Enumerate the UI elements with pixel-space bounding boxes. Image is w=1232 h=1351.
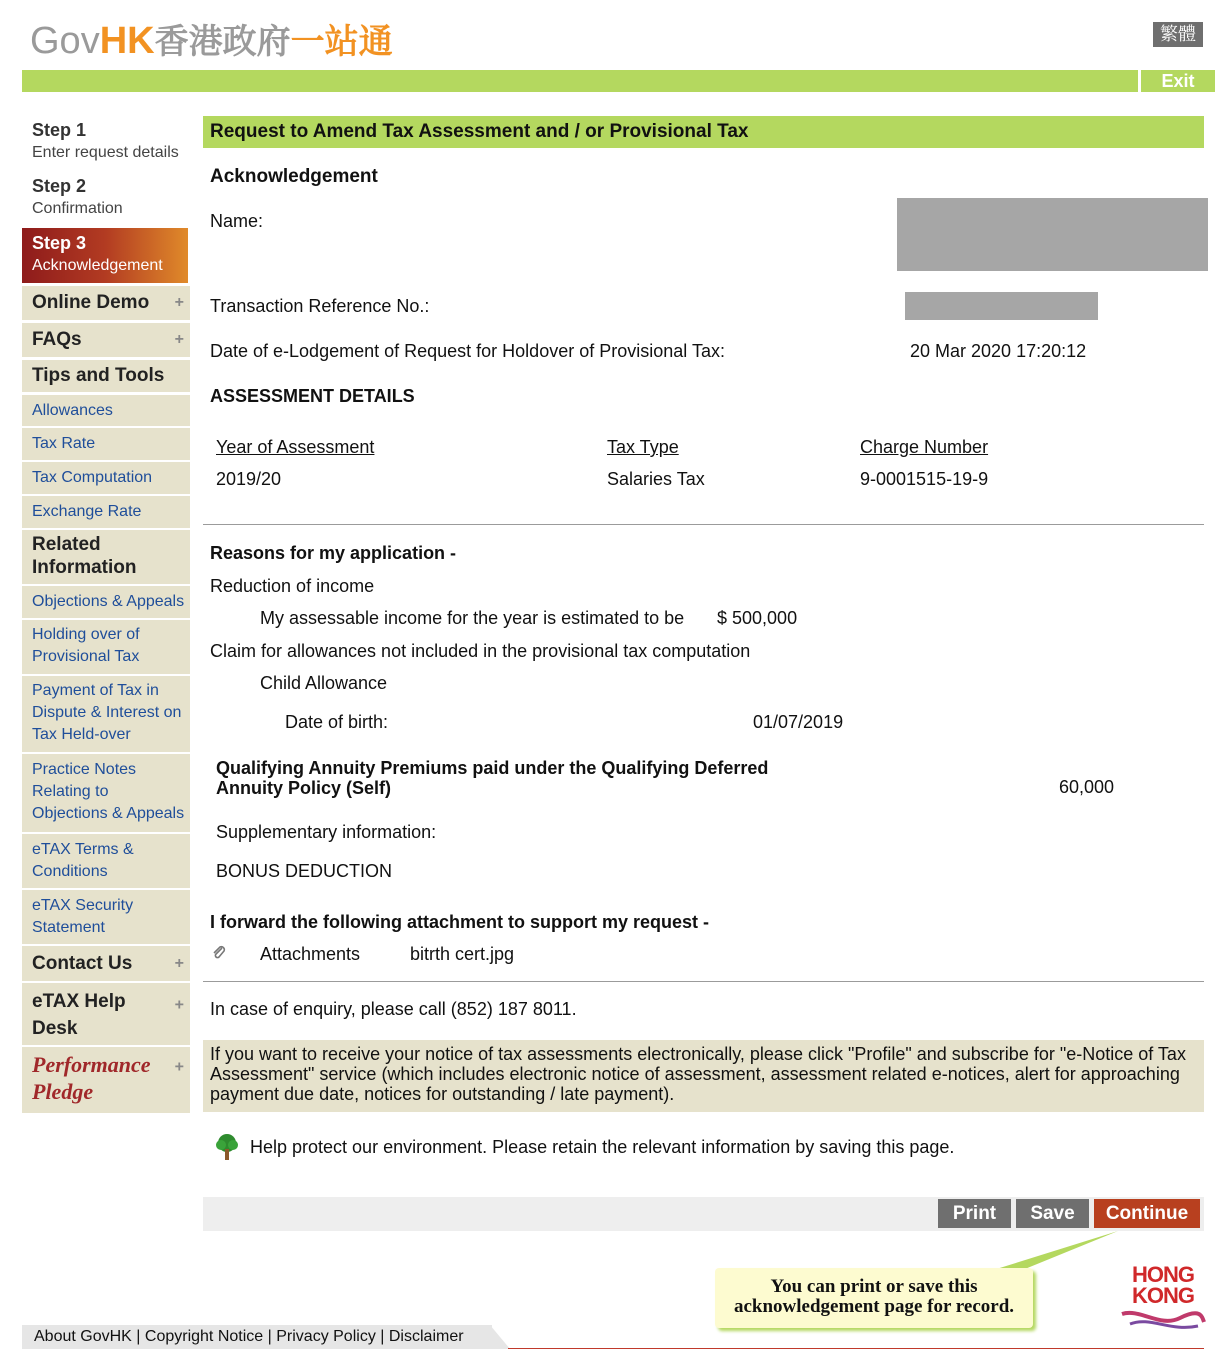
nav-terms-line2: Conditions bbox=[32, 863, 108, 880]
tip-line2: acknowledgement page for record. bbox=[733, 1296, 1015, 1317]
pledge-line2: Pledge bbox=[32, 1079, 94, 1104]
name-value-redacted bbox=[897, 198, 1208, 271]
nav-contact-us[interactable] bbox=[22, 946, 190, 983]
nav-tips-tools-heading: Tips and Tools bbox=[22, 360, 190, 394]
nav-helpdesk-line2: Desk bbox=[32, 1018, 78, 1039]
divider bbox=[203, 524, 1204, 525]
assessable-income-value: $ 500,000 bbox=[717, 608, 798, 628]
nav-etax-security[interactable] bbox=[22, 890, 190, 946]
nav-practice-line2: Relating to bbox=[32, 783, 109, 800]
nav-security-line1: eTAX Security bbox=[32, 897, 134, 914]
step-3-current bbox=[22, 228, 188, 283]
attachments-label: Attachments bbox=[260, 944, 361, 964]
footer-separator: | bbox=[136, 1328, 141, 1345]
step-1 bbox=[22, 120, 188, 162]
expand-icon: + bbox=[174, 996, 184, 1014]
footer-red-line bbox=[508, 1348, 1204, 1349]
paperclip-icon bbox=[211, 945, 227, 961]
nav-exchange-rate[interactable]: Exchange Rate bbox=[22, 496, 190, 530]
assessment-details-heading: ASSESSMENT DETAILS bbox=[210, 386, 415, 406]
nav-helpdesk-line1: eTAX Help bbox=[32, 991, 126, 1012]
dob-label: Date of birth: bbox=[285, 712, 389, 732]
step-3-subtitle: Acknowledgement bbox=[32, 257, 163, 274]
divider bbox=[203, 981, 1204, 982]
cell-year: 2019/20 bbox=[216, 469, 282, 489]
acknowledgement-heading: Acknowledgement bbox=[210, 166, 378, 187]
claim-allowances: Claim for allowances not included in the provisional tax computation bbox=[210, 641, 751, 661]
footer-links bbox=[22, 1325, 492, 1349]
attachment-file-link[interactable]: bitrth cert.jpg bbox=[410, 944, 515, 964]
nav-security-line2: Statement bbox=[32, 919, 105, 936]
nav-practice-line3: Objections & Appeals bbox=[32, 805, 185, 822]
reasons-heading: Reasons for my application - bbox=[210, 543, 457, 563]
top-banner bbox=[22, 70, 1138, 92]
print-save-tip bbox=[715, 1268, 1033, 1328]
nav-holding-over-line1: Holding over of bbox=[32, 626, 140, 643]
nav-payment-dispute[interactable] bbox=[22, 676, 190, 754]
child-allowance: Child Allowance bbox=[260, 673, 388, 693]
nav-etax-help-desk[interactable] bbox=[22, 983, 190, 1047]
assessable-income-label: My assessable income for the year is estimated to be bbox=[260, 608, 685, 628]
transaction-ref-redacted bbox=[905, 292, 1098, 320]
nav-allowances[interactable]: Allowances bbox=[22, 395, 190, 428]
nav-related-line2: Information bbox=[32, 557, 137, 578]
print-button[interactable]: Print bbox=[938, 1199, 1011, 1228]
logo-hk: HK bbox=[99, 20, 155, 62]
annuity-value: 60,000 bbox=[1059, 777, 1115, 797]
nav-faqs-label: FAQs bbox=[32, 329, 82, 350]
expand-icon: + bbox=[174, 331, 184, 348]
nav-holding-over[interactable] bbox=[22, 620, 190, 676]
nav-online-demo[interactable] bbox=[22, 286, 190, 322]
save-button[interactable]: Save bbox=[1016, 1199, 1089, 1228]
nav-online-demo-label: Online Demo bbox=[32, 292, 150, 313]
nav-practice-line1: Practice Notes bbox=[32, 761, 137, 778]
name-label: Name: bbox=[210, 211, 264, 231]
footer-about-link[interactable]: About GovHK bbox=[34, 1328, 132, 1345]
dob-value: 01/07/2019 bbox=[753, 712, 844, 732]
nav-objections-appeals[interactable]: Objections & Appeals bbox=[22, 586, 190, 620]
cell-tax-type: Salaries Tax bbox=[607, 469, 705, 489]
nav-faqs[interactable] bbox=[22, 323, 190, 359]
exit-button[interactable]: Exit bbox=[1141, 70, 1215, 92]
tip-line1: You can print or save this bbox=[770, 1276, 978, 1297]
nav-terms-line1: eTAX Terms & bbox=[32, 841, 134, 858]
nav-payment-line3: Tax Held-over bbox=[32, 726, 131, 743]
lodgement-date-value: 20 Mar 2020 17:20:12 bbox=[910, 341, 1087, 361]
col-year-of-assessment: Year of Assessment bbox=[216, 437, 375, 457]
annuity-label bbox=[216, 758, 768, 798]
attachment-heading: I forward the following attachment to support my request - bbox=[210, 912, 710, 932]
nav-holding-over-line2: Provisional Tax bbox=[32, 648, 140, 665]
brand-kong: KONG bbox=[1132, 1283, 1194, 1308]
nav-etax-terms[interactable] bbox=[22, 834, 190, 890]
nav-tax-computation[interactable]: Tax Computation bbox=[22, 462, 190, 496]
continue-button[interactable]: Continue bbox=[1094, 1199, 1200, 1228]
nav-payment-line1: Payment of Tax in bbox=[32, 682, 159, 699]
language-toggle-button[interactable]: 繁體 bbox=[1153, 22, 1203, 47]
step-2 bbox=[22, 176, 188, 218]
dragon-icon bbox=[1120, 1306, 1206, 1332]
expand-icon: + bbox=[174, 294, 184, 311]
page-title: Request to Amend Tax Assessment and / or Provisional Tax bbox=[203, 116, 1204, 148]
brand-hong-kong-logo bbox=[1120, 1264, 1206, 1334]
nav-related-line1: Related bbox=[32, 534, 101, 555]
annuity-line2: Annuity Policy (Self) bbox=[216, 778, 392, 798]
footer-disclaimer-link[interactable]: Disclaimer bbox=[388, 1328, 464, 1345]
footer-tab-edge bbox=[490, 1325, 510, 1349]
footer-separator: | bbox=[267, 1328, 272, 1345]
supplementary-value: BONUS DEDUCTION bbox=[216, 861, 393, 881]
nav-performance-pledge[interactable] bbox=[22, 1047, 190, 1115]
nav-payment-line2: Dispute & Interest on bbox=[32, 704, 182, 721]
enquiry-text: In case of enquiry, please call (852) 187 8011. bbox=[210, 999, 577, 1019]
expand-icon: + bbox=[174, 1058, 184, 1076]
expand-icon: + bbox=[174, 954, 184, 972]
footer-privacy-link[interactable]: Privacy Policy bbox=[276, 1328, 376, 1345]
footer-separator: | bbox=[380, 1328, 385, 1345]
col-tax-type: Tax Type bbox=[607, 437, 679, 457]
pledge-line1: Performance bbox=[32, 1052, 151, 1077]
step-3-title: Step 3 bbox=[32, 233, 87, 253]
govhk-logo[interactable] bbox=[30, 14, 393, 63]
tree-icon bbox=[212, 1132, 242, 1162]
step-1-title: Step 1 bbox=[32, 120, 87, 140]
annuity-line1: Qualifying Annuity Premiums paid under the Qualifying Deferred bbox=[216, 758, 769, 778]
e-notice-info: If you want to receive your notice of tax assessments electronically, please click "Profile" and subscribe for "e-Notice of Tax Assessment" service (which includes electronic notice of assessment, assessment related e-notices, alert for approaching payment due date, notices for outstanding / late payment). bbox=[203, 1040, 1204, 1112]
nav-tax-rate[interactable]: Tax Rate bbox=[22, 428, 190, 462]
logo-cn2: 一站通 bbox=[290, 23, 393, 61]
col-charge-number: Charge Number bbox=[860, 437, 989, 457]
cell-charge-number: 9-0001515-19-9 bbox=[860, 469, 989, 489]
reduction-of-income: Reduction of income bbox=[210, 576, 375, 596]
logo-gov: Gov bbox=[30, 20, 100, 62]
lodgement-date-label: Date of e-Lodgement of Request for Holdover of Provisional Tax: bbox=[210, 341, 725, 361]
step-1-subtitle: Enter request details bbox=[32, 144, 179, 161]
step-2-title: Step 2 bbox=[32, 176, 87, 196]
nav-contact-label: Contact Us bbox=[32, 953, 133, 974]
brand-hong: HONG bbox=[1132, 1262, 1194, 1287]
transaction-ref-label: Transaction Reference No.: bbox=[210, 296, 430, 316]
step-2-subtitle: Confirmation bbox=[32, 200, 123, 217]
logo-cn1: 香港政府 bbox=[154, 23, 291, 61]
footer-copyright-link[interactable]: Copyright Notice bbox=[144, 1328, 264, 1345]
environment-message: Help protect our environment. Please retain the relevant information by saving this page. bbox=[250, 1137, 955, 1157]
nav-related-information-heading bbox=[22, 530, 190, 586]
supplementary-label: Supplementary information: bbox=[216, 822, 437, 842]
nav-practice-notes[interactable] bbox=[22, 754, 190, 834]
